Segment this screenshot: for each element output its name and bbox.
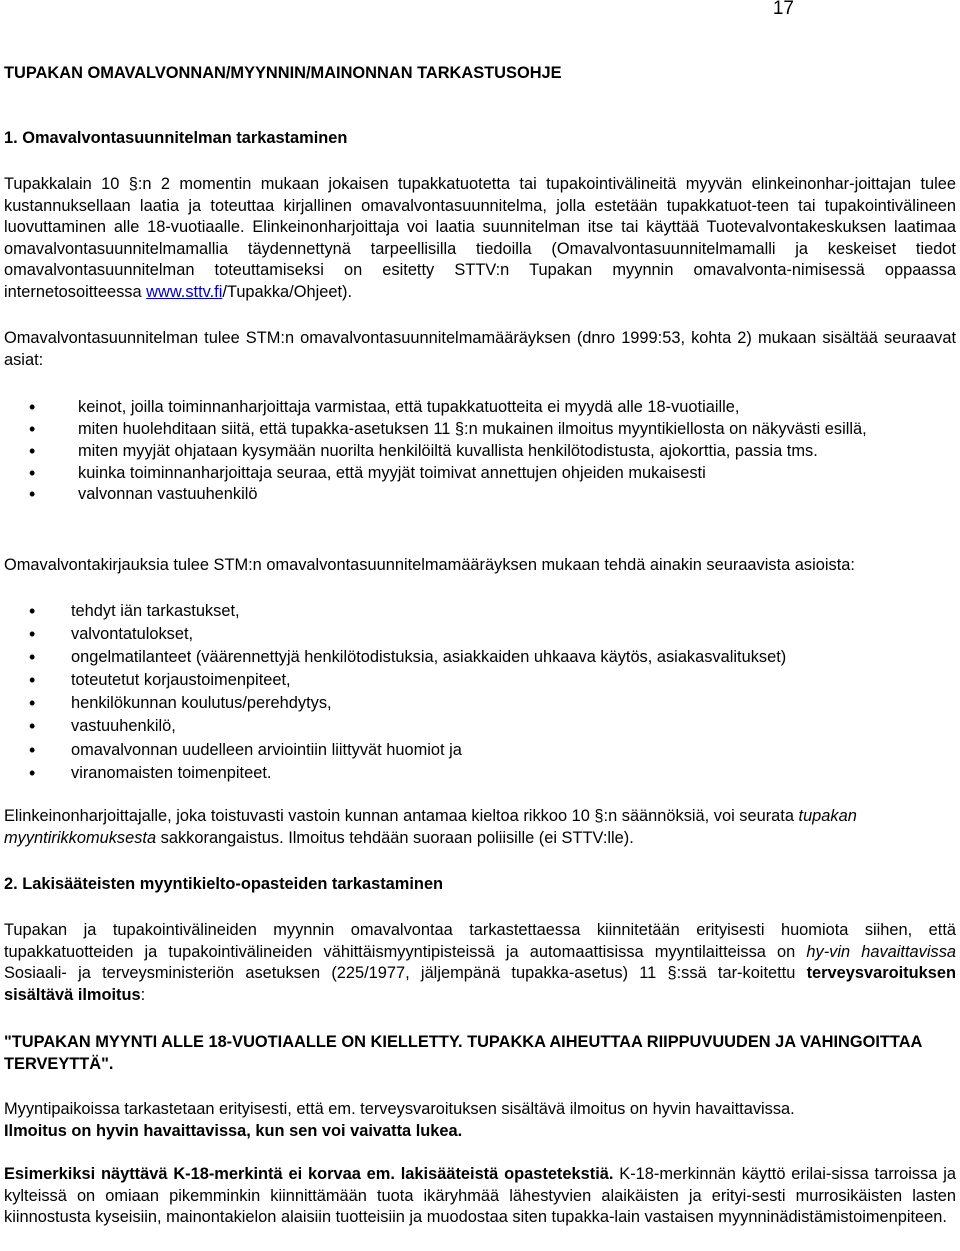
paragraph-text: Elinkeinonharjoittajalle, joka toistuvasti vastoin kunnan antamaa kieltoa rikkoo 10 §:n säännöksiä, voi seurata <box>4 807 794 825</box>
list-item: • valvonnan vastuuhenkilö <box>4 484 956 506</box>
section-1-paragraph-3: Omavalvontakirjauksia tulee STM:n omavalvontasuunnitelmamääräyksen mukaan tehdä ainakin seuraavista asioista: <box>4 556 855 574</box>
list-item: • valvontatulokset, <box>4 624 956 646</box>
section-2-paragraph-3 <box>4 1164 956 1229</box>
section-2-paragraph-2 <box>4 1099 956 1142</box>
paragraph-text: sakkorangaistus. Ilmoitus tehdään suoraan poliisille (ei STTV:lle). <box>160 828 634 847</box>
paragraph-text: Myyntipaikoissa tarkastetaan erityisesti, että em. terveysvaroituksen sisältävä ilmoitus on hyvin havaittavissa. <box>4 1100 795 1118</box>
required-contents-list <box>4 397 956 506</box>
records-list <box>4 601 956 786</box>
italic-term: hy-vin havaittavissa <box>806 942 957 961</box>
list-item: • henkilökunnan koulutus/perehdytys, <box>4 693 956 715</box>
paragraph-text: : <box>140 985 146 1004</box>
paragraph-text: Tupakan ja tupakointivälineiden myynnin omavalvontaa tarkastettaessa kiinnitetään erityisesti huomiota siihen, että tupakkatuotteiden ja tupakointivälineiden vähittäismyyntipisteissä ja automaattisissa myyntilaitteissa on <box>4 921 956 961</box>
sttv-website-link[interactable]: www.sttv.fi <box>146 282 223 301</box>
paragraph-text: Tupakkalain 10 §:n 2 momentin mukaan jokaisen tupakkatuotetta tai tupakointivälineitä myyvän elinkeinonhar-joittajan tulee kustannuksellaan laatia ja toteuttaa kirjallinen omavalvontasuunnitelma, jolla estetään tupakkatuot-teen tai tupakointivälineen luovuttaminen alle 18-vuotiaalle. Elinkeinonharjoittaja voi laatia suunnitelman itse tai käyttää Tuotevalvontakeskuksen laatimaa omavalvontasuunnitelmamallia täydennettynä tarpeellisilla tiedoilla (Omavalvontasuunnitelmamalli ja keskeiset tiedot omavalvontasuunnitelman toteuttamiseksi on esitetty STTV:n Tupakan myynnin omavalvonta-nimisessä oppaassa internetosoitteessa <box>4 175 956 301</box>
italic-term: tupakan myyntirikkomuksesta <box>4 807 857 847</box>
list-item: • miten huolehditaan siitä, että tupakka-asetuksen 11 §:n mukainen ilmoitus myyntikiellosta on näkyvästi esillä, <box>4 419 956 441</box>
section-2-paragraph-1 <box>4 920 956 1006</box>
list-item: • omavalvonnan uudelleen arviointiin liittyvät huomiot ja <box>4 740 956 762</box>
list-item: • tehdyt iän tarkastukset, <box>4 601 956 623</box>
list-item: • kuinka toiminnanharjoittaja seuraa, että myyjät toimivat annettujen ohjeiden mukaisesti <box>4 463 956 485</box>
section-2-heading: 2. Lakisääteisten myyntikielto-opasteiden tarkastaminen <box>4 875 444 893</box>
paragraph-text: /Tupakka/Ohjeet). <box>222 282 353 301</box>
paragraph-text: Sosiaali- ja terveysministeriön asetuksen (225/1977, jäljempänä tupakka-asetus) 11 §:ssä tar-koitettu <box>4 964 796 983</box>
section-1-paragraph-2: Omavalvontasuunnitelman tulee STM:n omavalvontasuunnitelmamääräyksen (dnro 1999:53, kohta 2) mukaan sisältää seuraavat asiat: <box>4 329 956 369</box>
document-title: TUPAKAN OMAVALVONNAN/MYYNNIN/MAINONNAN TARKASTUSOHJE <box>4 64 562 82</box>
section-1-heading: 1. Omavalvontasuunnitelman tarkastaminen <box>4 129 348 147</box>
paragraph-text: K-18-merkinnän käyttö erilai-sissa tarroissa ja kylteissä on omiaan pikemminkin kiinnittämään tuota ikäryhmää lähestyvien alaikäisten ja erityi-sesti murrosikäisten lasten kiinnostusta kyseisiin, mainontakielon alaisiin tuotteisiin ja muodostaa siten tupakka-lain vastaisen myynninädistämistoimenpiteen. <box>4 1165 956 1227</box>
bold-term: terveysvaroituksen sisältävä ilmoitus <box>4 964 956 1004</box>
list-item: • vastuuhenkilö, <box>4 716 956 738</box>
warning-text: "TUPAKAN MYYNTI ALLE 18-VUOTIAALLE ON KIELLETTY. TUPAKKA AIHEUTTAA RIIPPUVUUDEN JA VAHINGOITTAA TERVEYTTÄ". <box>4 1033 922 1073</box>
section-1-paragraph-4 <box>4 806 956 849</box>
page-number: 17 <box>772 0 794 19</box>
bold-sentence: Ilmoitus on hyvin havaittavissa, kun sen voi vaivatta lukea. <box>4 1121 463 1140</box>
list-item: • toteutetut korjaustoimenpiteet, <box>4 670 956 692</box>
list-item: • miten myyjät ohjataan kysymään nuorilta henkilöiltä kuvallista henkilötodistusta, ajokorttia, passia tms. <box>4 441 956 463</box>
list-item: • keinot, joilla toiminnanharjoittaja varmistaa, että tupakkatuotteita ei myydä alle 18-vuotiaille, <box>4 397 956 419</box>
section-1-paragraph-1 <box>4 174 956 304</box>
list-item: • ongelmatilanteet (väärennettyjä henkilötodistuksia, asiakkaiden uhkaava käytös, asiakasvalitukset) <box>4 647 956 669</box>
bold-sentence: Esimerkiksi näyttävä K-18-merkintä ei korvaa em. lakisääteistä opastetekstiä. <box>4 1165 614 1183</box>
list-item: • viranomaisten toimenpiteet. <box>4 763 956 785</box>
